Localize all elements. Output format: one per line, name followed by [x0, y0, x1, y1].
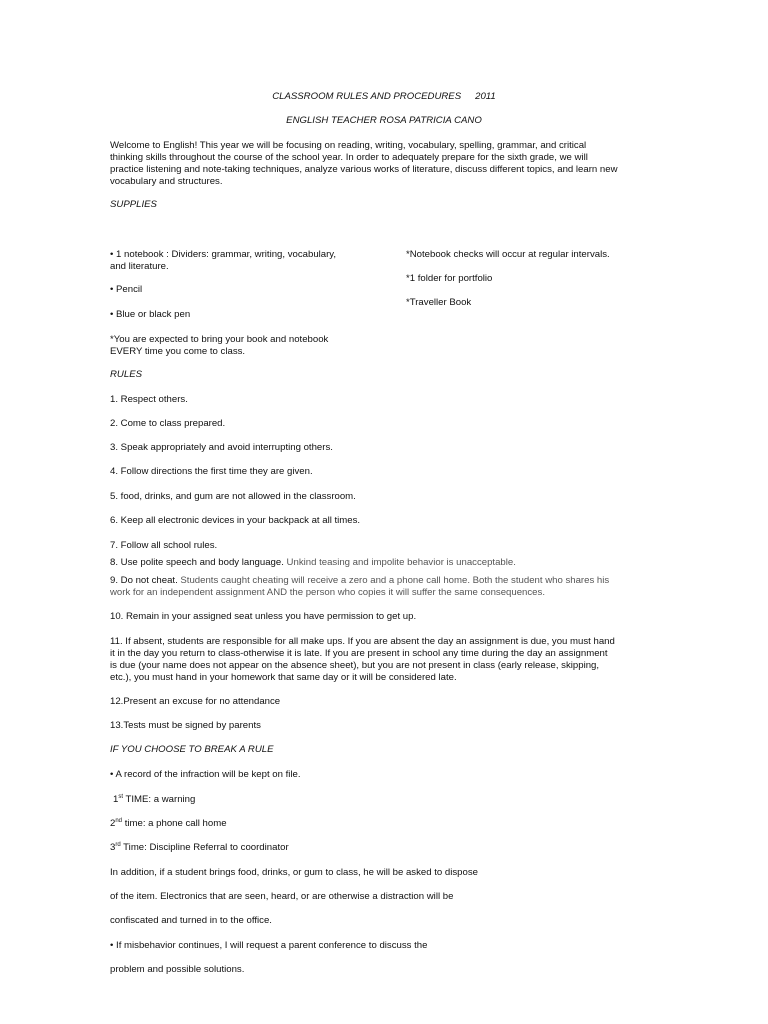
- supply-pencil: • Pencil: [110, 284, 143, 295]
- rule-9-lead: 9. Do not cheat.: [110, 575, 178, 586]
- rule-9-detail-cont: work for an independent assignment AND the person who copies it will suffer the same consequences.: [110, 587, 545, 598]
- rule-item: [110, 575, 609, 587]
- consequence-text: Time: Discipline Referral to coordinator: [120, 842, 289, 853]
- supply-expectation: *You are expected to bring your book and notebook: [110, 334, 329, 345]
- rule-item: 10. Remain in your assigned seat unless you have permission to get up.: [110, 611, 417, 622]
- rule-11-line: is due (your name does not appear on the absence sheet), but you are not present in class (early release, skipping,: [110, 660, 600, 671]
- rule-item: 3. Speak appropriately and avoid interrupting others.: [110, 442, 333, 453]
- rule-11-line: it in the day you return to class-otherwise it is late. If you are present in school any time during the day an assignment: [110, 648, 608, 659]
- consequence-second: [110, 818, 227, 830]
- addition-line: confiscated and turned in to the office.: [110, 915, 272, 926]
- intro-line: practice listening and note-taking techniques, analyze various works of literature, discuss different topics, and learn new: [110, 164, 618, 175]
- rule-item: 12.Present an excuse for no attendance: [110, 696, 281, 707]
- intro-line: Welcome to English! This year we will be focusing on reading, writing, vocabulary, spelling, grammar, and critical: [110, 140, 587, 151]
- rule-11-line: etc.), you must hand in your homework that same day or it will be considered late.: [110, 672, 457, 683]
- supply-folder: *1 folder for portfolio: [406, 273, 493, 284]
- misbehavior-line: problem and possible solutions.: [110, 964, 245, 975]
- supply-expectation-cont: EVERY time you come to class.: [110, 346, 246, 357]
- ordinal-number: 1: [113, 794, 119, 805]
- misbehavior-line: • If misbehavior continues, I will request a parent conference to discuss the: [110, 940, 428, 951]
- rules-heading: RULES: [110, 369, 142, 380]
- rule-item: 13.Tests must be signed by parents: [110, 720, 261, 731]
- consequences-heading: IF YOU CHOOSE TO BREAK A RULE: [110, 744, 274, 755]
- rule-item: 2. Come to class prepared.: [110, 418, 226, 429]
- rule-9-detail: Students caught cheating will receive a zero and a phone call home. Both the student who shares his: [177, 575, 610, 586]
- rule-8-detail: Unkind teasing and impolite behavior is unacceptable.: [283, 557, 516, 568]
- rule-item: 1. Respect others.: [110, 394, 188, 405]
- teacher-name: ENGLISH TEACHER ROSA PATRICIA CANO: [286, 115, 482, 126]
- consequence-text: TIME: a warning: [123, 794, 196, 805]
- document-title: [0, 91, 768, 103]
- ordinal-number: 3: [110, 842, 116, 853]
- addition-line: In addition, if a student brings food, drinks, or gum to class, he will be asked to dispose: [110, 867, 478, 878]
- consequence-text: time: a phone call home: [122, 818, 227, 829]
- title-year: 2011: [475, 91, 496, 102]
- supply-notebook-cont: and literature.: [110, 261, 169, 272]
- consequence-third: [110, 842, 289, 854]
- rule-8-lead: 8. Use polite speech and body language.: [110, 557, 284, 568]
- rule-item: 5. food, drinks, and gum are not allowed in the classroom.: [110, 491, 356, 502]
- ordinal-suffix: rd: [115, 841, 121, 848]
- title-text: CLASSROOM RULES AND PROCEDURES: [272, 91, 462, 102]
- supply-pen: • Blue or black pen: [110, 309, 191, 320]
- intro-line: thinking skills throughout the course of the school year. In order to adequately prepare for the sixth grade, we will: [110, 152, 588, 163]
- ordinal-suffix: nd: [115, 817, 123, 824]
- supply-notebook-checks: *Notebook checks will occur at regular intervals.: [406, 249, 610, 260]
- ordinal-suffix: st: [118, 793, 124, 800]
- supplies-heading: SUPPLIES: [110, 199, 157, 210]
- supply-notebook: • 1 notebook : Dividers: grammar, writing, vocabulary,: [110, 249, 337, 260]
- rule-item: 6. Keep all electronic devices in your backpack at all times.: [110, 515, 361, 526]
- rule-item: 4. Follow directions the first time they are given.: [110, 466, 313, 477]
- intro-line: vocabulary and structures.: [110, 176, 223, 187]
- ordinal-number: 2: [110, 818, 116, 829]
- supply-traveller-book: *Traveller Book: [406, 297, 472, 308]
- addition-line: of the item. Electronics that are seen, heard, or are otherwise a distraction will be: [110, 891, 454, 902]
- consequence-record: • A record of the infraction will be kept on file.: [110, 769, 301, 780]
- rule-item: [110, 557, 516, 569]
- rule-item: 7. Follow all school rules.: [110, 540, 218, 551]
- consequence-first: [113, 794, 195, 806]
- rule-11-line: 11. If absent, students are responsible for all make ups. If you are absent the day an assignment is due, you must hand: [110, 636, 615, 647]
